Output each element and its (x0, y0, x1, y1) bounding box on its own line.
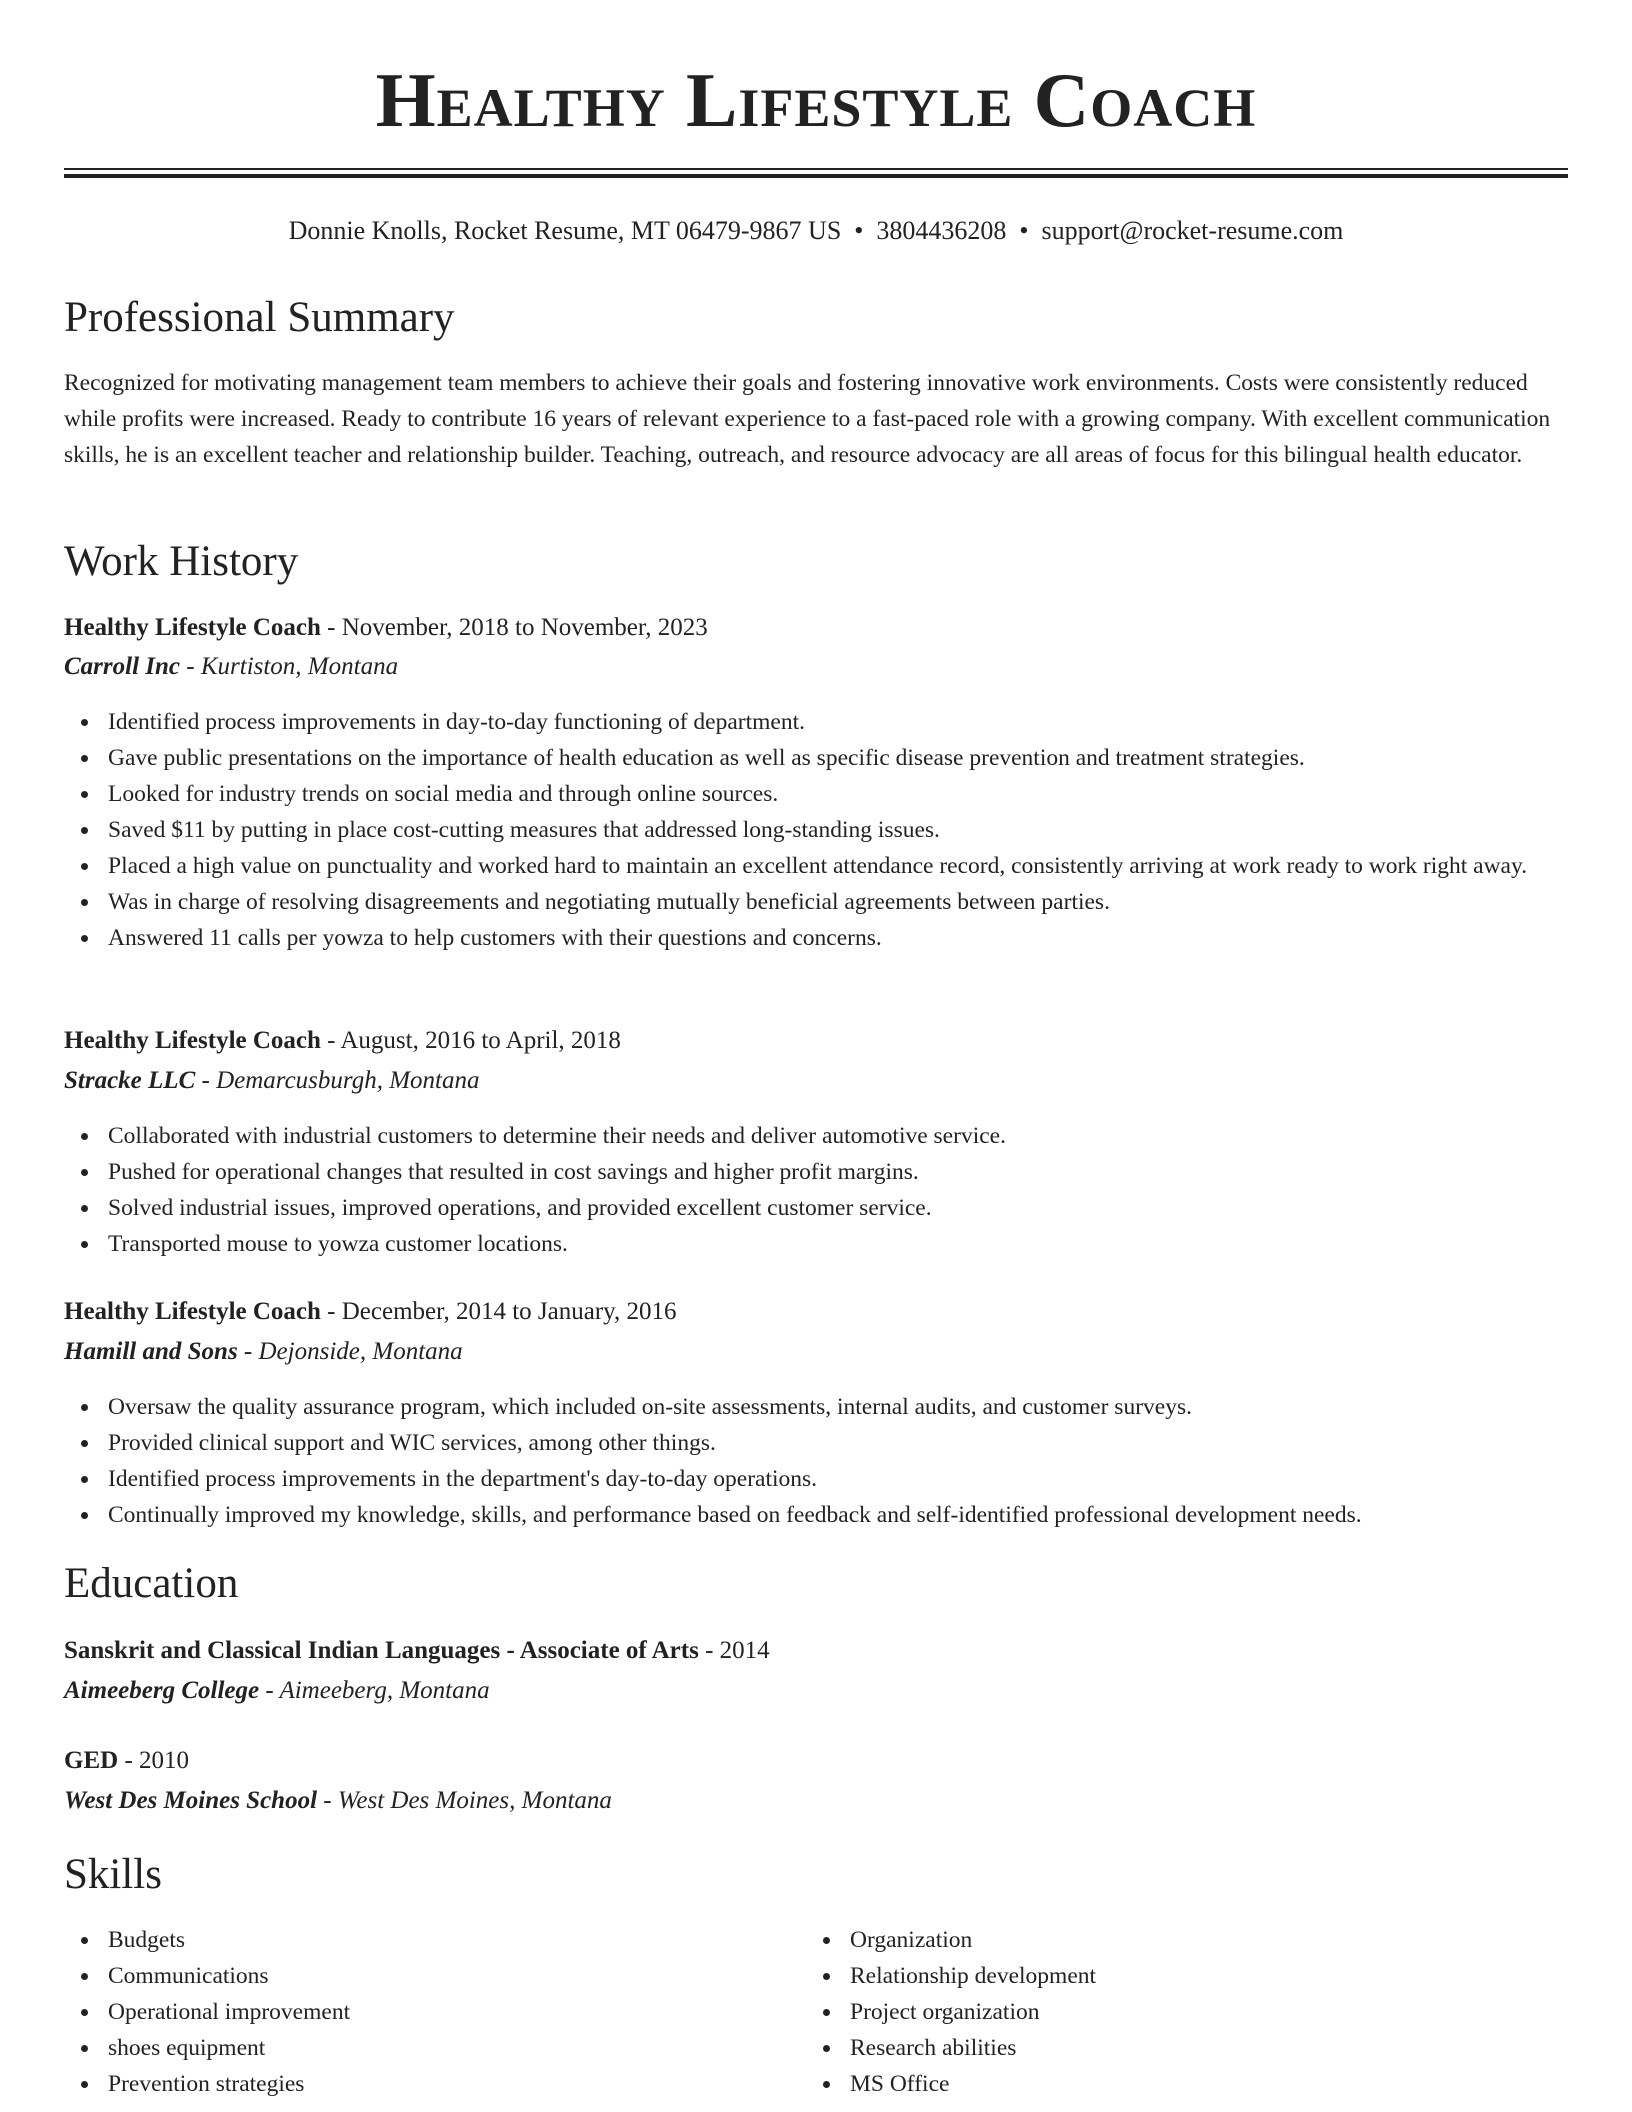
degree-name: GED (64, 1747, 119, 1774)
job-dates: - December, 2014 to January, 2016 (320, 1298, 677, 1325)
job-company-line (64, 651, 398, 683)
job-company: Carroll Inc (64, 653, 181, 680)
skills-list-right (806, 1922, 1568, 2102)
job-title: Healthy Lifestyle Coach (64, 1298, 321, 1325)
job-bullets (64, 704, 1568, 956)
list-item: Pushed for operational changes that resulted in cost savings and higher profit margins. (64, 1154, 1568, 1190)
list-item: Identified process improvements in the department's day-to-day operations. (64, 1461, 1568, 1497)
skill-item: Organization (806, 1922, 1568, 1958)
skill-item: Prevention strategies (64, 2066, 804, 2102)
resume-title: Healthy Lifestyle Coach (375, 57, 1257, 143)
list-item: Looked for industry trends on social media and through online sources. (64, 776, 1568, 812)
list-item: Continually improved my knowledge, skills, and performance based on feedback and self-identified professional development needs. (64, 1497, 1568, 1533)
job-bullets (64, 1118, 1568, 1262)
job-title-line (64, 1296, 677, 1328)
school-name: West Des Moines School (64, 1787, 318, 1814)
list-item: Collaborated with industrial customers to determine their needs and deliver automotive service. (64, 1118, 1568, 1154)
contact-separator: • (854, 216, 864, 245)
list-item: Identified process improvements in day-to-day functioning of department. (64, 704, 1568, 740)
job-title: Healthy Lifestyle Coach (64, 1027, 321, 1054)
summary-heading: Professional Summary (64, 294, 455, 341)
title-rule-thin (64, 168, 1568, 170)
job-location: - Demarcusburgh, Montana (195, 1067, 480, 1094)
list-item: Answered 11 calls per yowza to help customers with their questions and concerns. (64, 920, 1568, 956)
education-heading: Education (64, 1560, 239, 1607)
school-line (64, 1785, 612, 1817)
school-line (64, 1675, 490, 1707)
job-bullets (64, 1389, 1568, 1533)
skills-list-left (64, 1922, 804, 2102)
job-title-line (64, 1025, 621, 1057)
skill-item: shoes equipment (64, 2030, 804, 2066)
skill-item: MS Office (806, 2066, 1568, 2102)
degree-year: - 2014 (698, 1637, 770, 1664)
title-rule-thick (64, 174, 1568, 178)
skills-heading: Skills (64, 1851, 162, 1898)
skill-item: Communications (64, 1958, 804, 1994)
contact-phone: 3804436208 (876, 216, 1007, 245)
list-item: Solved industrial issues, improved operations, and provided excellent customer service. (64, 1190, 1568, 1226)
skill-item: Research abilities (806, 2030, 1568, 2066)
list-item: Gave public presentations on the importance of health education as well as specific disease prevention and treatment strategies. (64, 740, 1568, 776)
skill-item: Budgets (64, 1922, 804, 1958)
skill-item: Project organization (806, 1994, 1568, 2030)
work-history-heading: Work History (64, 538, 299, 585)
job-location: - Dejonside, Montana (237, 1338, 463, 1365)
school-location: - West Des Moines, Montana (317, 1787, 612, 1814)
contact-line (64, 215, 1568, 247)
list-item: Oversaw the quality assurance program, which included on-site assessments, internal audits, and customer surveys. (64, 1389, 1568, 1425)
contact-address: Donnie Knolls, Rocket Resume, MT 06479-9867 US (288, 216, 842, 245)
job-company: Hamill and Sons (64, 1338, 238, 1365)
list-item: Transported mouse to yowza customer locations. (64, 1226, 1568, 1262)
job-dates: - November, 2018 to November, 2023 (320, 614, 708, 641)
job-company-line (64, 1336, 463, 1368)
degree-line (64, 1745, 189, 1777)
contact-email: support@rocket-resume.com (1041, 216, 1344, 245)
skill-item: Operational improvement (64, 1994, 804, 2030)
job-dates: - August, 2016 to April, 2018 (320, 1027, 621, 1054)
degree-name: Sanskrit and Classical Indian Languages - Associate of Arts (64, 1637, 699, 1664)
job-location: - Kurtiston, Montana (180, 653, 399, 680)
job-company: Stracke LLC (64, 1067, 196, 1094)
job-title-line (64, 612, 708, 644)
degree-year: - 2010 (118, 1747, 190, 1774)
summary-text: Recognized for motivating management team members to achieve their goals and fostering innovative work environments. Costs were consistently reduced while profits were increased. Ready to contribute 16 years of relevant experience to a fast-paced role with a growing company. With excellent communication skills, he is an excellent teacher and relationship builder. Teaching, outreach, and resource advocacy are all areas of focus for this bilingual health educator. (64, 370, 1551, 468)
list-item: Was in charge of resolving disagreements and negotiating mutually beneficial agreements between parties. (64, 884, 1568, 920)
list-item: Placed a high value on punctuality and worked hard to maintain an excellent attendance record, consistently arriving at work ready to work right away. (64, 848, 1568, 884)
contact-separator: • (1019, 216, 1029, 245)
job-company-line (64, 1065, 479, 1097)
list-item: Provided clinical support and WIC services, among other things. (64, 1425, 1568, 1461)
degree-line (64, 1635, 770, 1667)
list-item: Saved $11 by putting in place cost-cutting measures that addressed long-standing issues. (64, 812, 1568, 848)
school-location: - Aimeeberg, Montana (259, 1677, 490, 1704)
job-title: Healthy Lifestyle Coach (64, 614, 321, 641)
school-name: Aimeeberg College (64, 1677, 260, 1704)
skill-item: Relationship development (806, 1958, 1568, 1994)
